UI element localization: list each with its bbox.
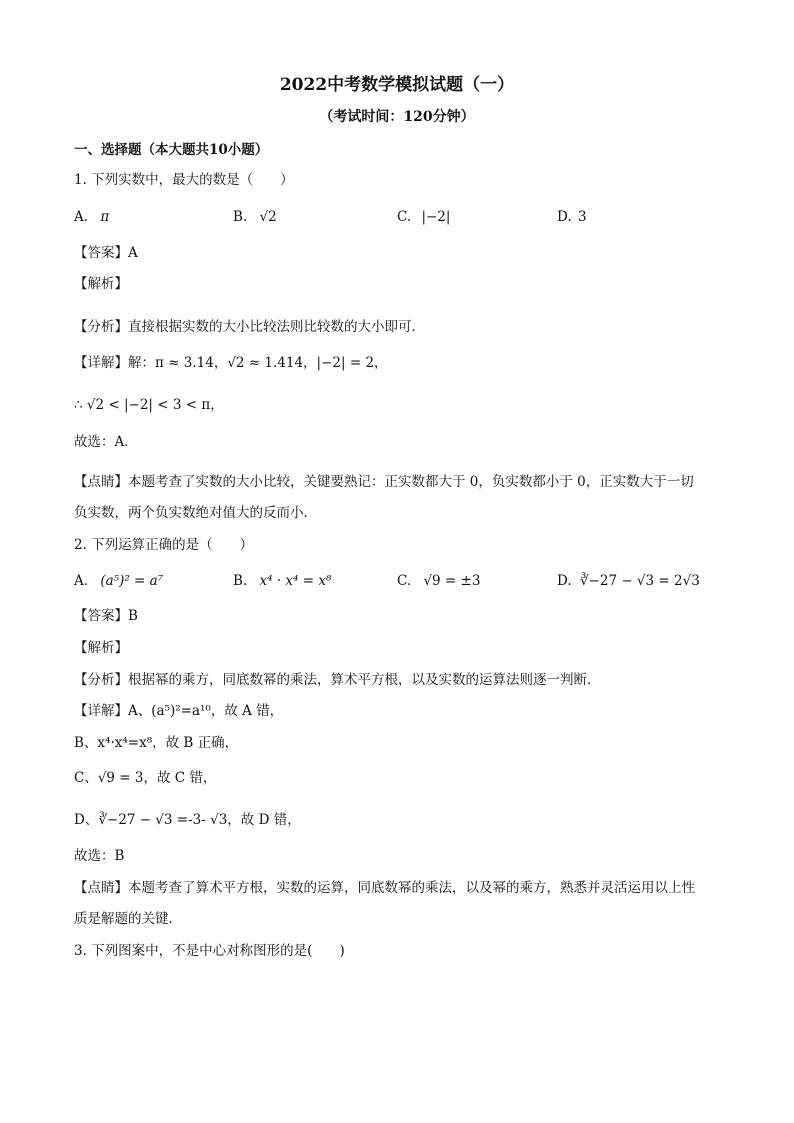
section-heading: 一、选择题（本大题共10小题） [74,142,269,158]
option-expr: (a⁵)² = a⁷ [100,573,164,589]
q2-option-a [74,571,163,591]
option-label: D. [557,209,572,225]
option-label: A. [74,573,89,589]
q2-option-d [557,571,700,591]
option-label: B. [233,573,248,589]
q1-dianjing-line1: 【点睛】本题考查了实数的大小比较，关键要熟记：正实数都大于 0，负实数都小于 0，正实数大于一切 [74,474,694,490]
question-3-stem: 3. 下列图案中，不是中心对称图形的是( ) [74,943,345,959]
q1-fenxi: 【分析】直接根据实数的大小比较法则比较数的大小即可． [74,319,425,335]
q2-detail-d: D、∛−27 − √3 =-3- √3，故 D 错， [74,812,301,828]
q2-detail-b: B、x⁴·x⁴=x⁸，故 B 正确， [74,735,239,751]
q2-dianjing-line2: 质是解题的关键． [74,911,182,927]
q1-option-a [74,207,109,227]
q2-answer: 【答案】B [74,608,138,624]
option-label: B. [233,209,248,225]
q1-inequality-chain: ∴ √2 < |−2| < 3 < π， [74,397,224,413]
q1-option-c [397,207,450,227]
question-2-stem: 2. 下列运算正确的是（ ） [74,537,254,553]
option-expr: π [100,209,110,225]
q2-detail-a: 【详解】A、(a⁵)²=a¹⁰，故 A 错， [74,703,284,719]
option-expr: ∛−27 − √3 = 2√3 [579,573,700,589]
option-label: D. [557,573,572,589]
q2-detail-c: C、√9 = 3，故 C 错， [74,770,217,786]
q2-dianjing-line1: 【点睛】本题考查了算术平方根，实数的运算，同底数幂的乘法，以及幂的乘方，熟悉并灵活运用以上性 [74,880,695,896]
page-title: 2022中考数学模拟试题（一） [279,75,515,95]
option-expr: x⁴ · x⁴ = x⁸ [259,573,332,589]
q2-choose: 故选：B [74,848,125,864]
q2-analysis-label: 【解析】 [74,640,128,656]
option-expr: 3 [577,209,587,225]
q2-fenxi: 【分析】根据幂的乘方，同底数幂的乘法，算术平方根，以及实数的运算法则逐一判断． [74,672,601,688]
q2-option-b [233,571,331,591]
q1-option-b [233,207,277,227]
q1-answer: 【答案】A [74,245,138,261]
option-label: C. [397,209,412,225]
q1-detail: 【详解】解：π ≈ 3.14，√2 ≈ 1.414，|−2| = 2， [74,355,388,371]
option-expr: √2 [259,209,277,225]
q1-analysis-label: 【解析】 [74,276,128,292]
exam-time-note: （考试时间：120分钟） [319,109,475,125]
q2-option-c [397,571,480,591]
option-label: A. [74,209,89,225]
option-expr: |−2| [421,209,451,225]
option-expr: √9 = ±3 [423,573,481,589]
q1-dianjing-line2: 负实数，两个负实数绝对值大的反而小． [74,505,317,521]
q1-option-d [557,207,587,227]
option-label: C. [397,573,412,589]
q1-choose: 故选：A． [74,434,138,450]
question-1-stem: 1. 下列实数中，最大的数是（ ） [74,172,294,188]
